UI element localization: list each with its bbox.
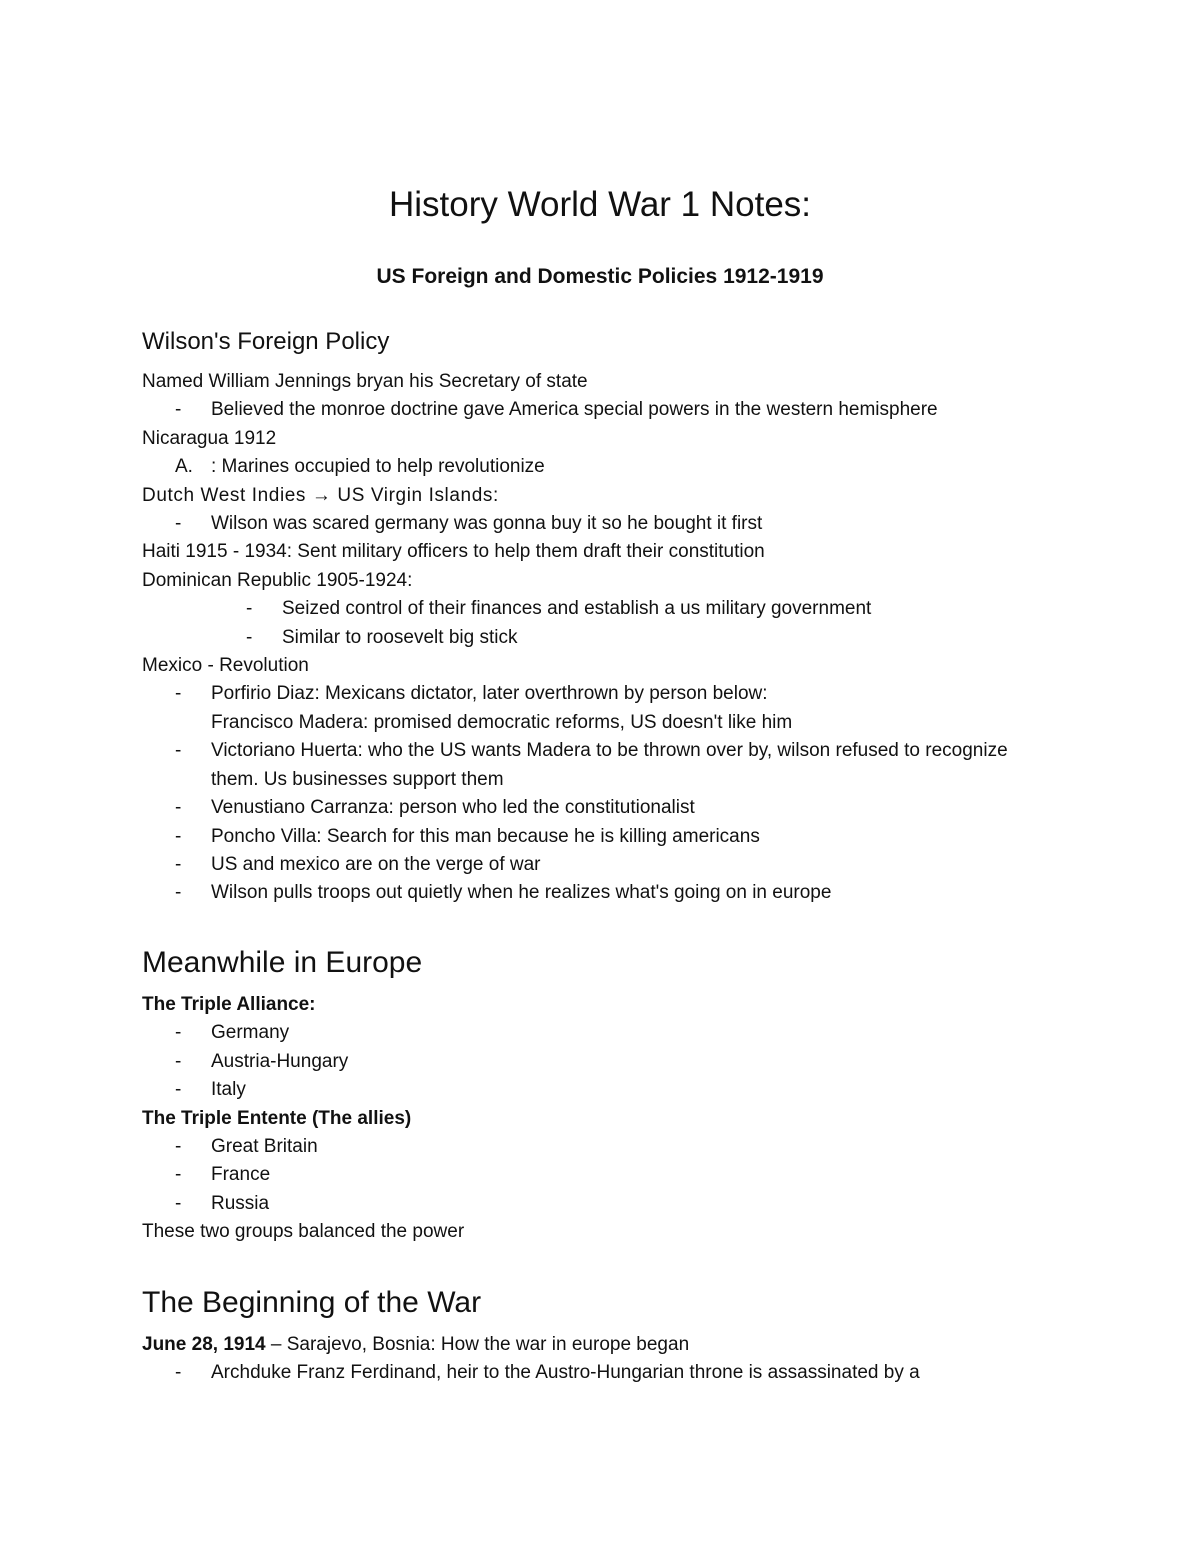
list-item-text: Wilson pulls troops out quietly when he realizes what's going on in europe bbox=[211, 882, 832, 904]
list-item bbox=[142, 624, 1152, 652]
list-item-text: Wilson was scared germany was gonna buy it so he bought it first bbox=[211, 513, 763, 535]
list-item-text: Great Britain bbox=[211, 1136, 318, 1158]
bullet-dash: - bbox=[175, 513, 182, 535]
list-item-text: France bbox=[211, 1164, 271, 1186]
date-description: – Sarajevo, Bosnia: How the war in europe began bbox=[265, 1334, 690, 1355]
bullet-dash: - bbox=[246, 626, 253, 648]
bullet-dash: - bbox=[175, 683, 182, 705]
bullet-dash: - bbox=[175, 853, 182, 875]
list-item-text: Italy bbox=[211, 1079, 246, 1101]
text-line bbox=[142, 1331, 1152, 1359]
list-item bbox=[142, 1359, 1152, 1387]
list-item-text: Seized control of their finances and establish a us military government bbox=[282, 598, 872, 620]
list-item bbox=[142, 823, 1152, 851]
list-item bbox=[142, 1076, 1152, 1104]
bullet-dash: - bbox=[175, 825, 182, 847]
text-line: Mexico - Revolution bbox=[142, 655, 309, 677]
list-item bbox=[142, 1190, 1152, 1218]
list-item-continuation: Francisco Madera: promised democratic reforms, US doesn't like him bbox=[211, 711, 793, 733]
text-line: Dutch West Indies → US Virgin Islands: bbox=[142, 484, 499, 506]
bullet-dash: - bbox=[175, 740, 182, 762]
list-item bbox=[142, 1133, 1152, 1161]
list-item bbox=[142, 1161, 1152, 1189]
text-line: Dominican Republic 1905-1924: bbox=[142, 569, 413, 591]
section-wilsons-foreign-policy bbox=[142, 326, 1152, 358]
text-line: Haiti 1915 - 1934: Sent military officers to help them draft their constitution bbox=[142, 541, 765, 563]
section-body bbox=[142, 368, 1152, 908]
document-subtitle: US Foreign and Domestic Policies 1912-1919 bbox=[376, 265, 824, 288]
section-meanwhile-in-europe bbox=[142, 943, 1152, 983]
list-item bbox=[142, 1019, 1152, 1047]
list-item bbox=[142, 510, 1152, 538]
bullet-dash: - bbox=[175, 1050, 182, 1072]
bullet-dash: - bbox=[175, 1192, 182, 1214]
list-item bbox=[142, 851, 1152, 879]
bullet-dash: - bbox=[246, 598, 253, 620]
date-label: June 28, 1914 bbox=[142, 1334, 266, 1355]
group-label: The Triple Entente (The allies) bbox=[142, 1107, 412, 1129]
section-heading: The Beginning of the War bbox=[142, 1286, 482, 1319]
list-item bbox=[142, 879, 1152, 907]
list-item-text: Russia bbox=[211, 1192, 270, 1214]
bullet-dash: - bbox=[175, 399, 182, 421]
list-item bbox=[142, 595, 1152, 623]
list-item-text: Austria-Hungary bbox=[211, 1050, 349, 1072]
section-body bbox=[142, 991, 1152, 1247]
bullet-dash: - bbox=[175, 882, 182, 904]
list-item bbox=[142, 737, 1152, 794]
bullet-dash: - bbox=[175, 1164, 182, 1186]
bullet-dash: - bbox=[175, 1022, 182, 1044]
section-beginning-of-war bbox=[142, 1283, 1152, 1323]
list-item-text: Porfirio Diaz: Mexicans dictator, later overthrown by person below: bbox=[211, 683, 768, 705]
text-line: Named William Jennings bryan his Secretary of state bbox=[142, 371, 588, 392]
list-item-text: Similar to roosevelt big stick bbox=[282, 626, 518, 648]
list-item-text: Germany bbox=[211, 1022, 290, 1044]
group-label: The Triple Alliance: bbox=[142, 994, 316, 1015]
section-heading: Meanwhile in Europe bbox=[142, 946, 423, 979]
section-heading: Wilson's Foreign Policy bbox=[142, 328, 390, 355]
list-item-text: Venustiano Carranza: person who led the constitutionalist bbox=[211, 797, 695, 819]
list-item bbox=[142, 453, 1152, 481]
bullet-dash: - bbox=[175, 797, 182, 819]
list-item-text: Poncho Villa: Search for this man because he is killing americans bbox=[211, 825, 760, 847]
list-item-text: Believed the monroe doctrine gave America special powers in the western hemisphere bbox=[211, 399, 938, 421]
bullet-dash: - bbox=[175, 1362, 182, 1384]
text-line: These two groups balanced the power bbox=[142, 1221, 465, 1243]
list-item bbox=[142, 794, 1152, 822]
bullet-dash: - bbox=[175, 1136, 182, 1158]
bullet-dash: - bbox=[175, 1079, 182, 1101]
list-item-text: Archduke Franz Ferdinand, heir to the Austro-Hungarian throne is assassinated by a bbox=[211, 1362, 920, 1384]
list-item bbox=[142, 680, 1152, 708]
list-item-text: : Marines occupied to help revolutionize bbox=[211, 456, 545, 478]
alpha-marker: A. bbox=[175, 456, 193, 478]
list-item bbox=[142, 1048, 1152, 1076]
list-item-text: Victoriano Huerta: who the US wants Madera to be thrown over by, wilson refused to recognize them. Us businesses support them bbox=[211, 740, 1008, 790]
section-body bbox=[142, 1331, 1152, 1388]
list-item-text: US and mexico are on the verge of war bbox=[211, 853, 541, 875]
text-line: Nicaragua 1912 bbox=[142, 427, 277, 449]
document-title: History World War 1 Notes: bbox=[388, 185, 812, 224]
list-item bbox=[142, 396, 1152, 424]
